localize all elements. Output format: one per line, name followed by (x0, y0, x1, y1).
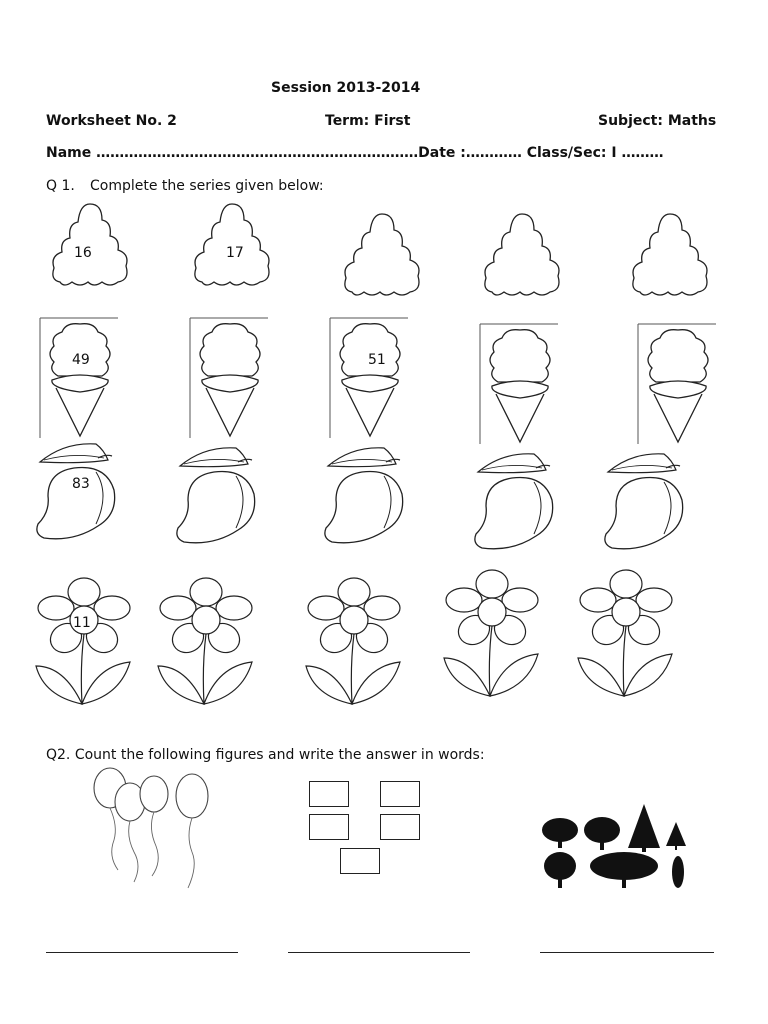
balloon-icon (176, 774, 208, 818)
tree-icon (544, 852, 576, 888)
q1-instruction: Complete the series given below: (90, 178, 324, 194)
flower-number: 11 (73, 615, 91, 631)
ice-cream-icon (190, 318, 270, 440)
tree-icon (666, 822, 686, 850)
cloud-icon (50, 200, 130, 290)
cloud-icon (342, 210, 422, 300)
answer-line[interactable] (288, 952, 470, 953)
flower-icon (442, 568, 542, 700)
cloud-number: 16 (74, 245, 92, 261)
tree-icon (584, 817, 620, 850)
mango-icon (602, 448, 686, 558)
tree-icon (590, 852, 658, 888)
count-rectangle (380, 814, 420, 840)
flower-icon (34, 576, 134, 708)
ice-cream-icon (480, 324, 560, 446)
worksheet-number: Worksheet No. 2 (46, 113, 177, 129)
mango-icon (34, 438, 118, 548)
q1-label: Q 1. (46, 178, 75, 194)
ice-cream-icon (638, 324, 718, 446)
answer-line[interactable] (540, 952, 714, 953)
count-rectangle (340, 848, 380, 874)
tree-icon (542, 818, 578, 848)
flower-icon (304, 576, 404, 708)
q2-prompt: Q2. Count the following figures and write the answer in words: (46, 747, 485, 763)
tree-icon (672, 856, 684, 888)
flower-icon (156, 576, 256, 708)
ice-cream-icon (40, 318, 120, 440)
count-rectangle (380, 781, 420, 807)
count-rectangle (309, 814, 349, 840)
subject-label: Subject: Maths (598, 113, 717, 129)
ice-cream-number: 49 (72, 352, 90, 368)
term-label: Term: First (325, 113, 411, 129)
name-date-class-line: Name ……………………………………………………………Date :………… Class/Sec: I ……… (46, 145, 664, 161)
ice-cream-number: 51 (368, 352, 386, 368)
cloud-number: 17 (226, 245, 244, 261)
mango-icon (472, 448, 556, 558)
flower-icon (576, 568, 676, 700)
ice-cream-icon (330, 318, 410, 440)
mango-number: 83 (72, 476, 90, 492)
cloud-icon (482, 210, 562, 300)
session-title: Session 2013-2014 (271, 80, 421, 96)
count-rectangle (309, 781, 349, 807)
cloud-icon (192, 200, 272, 290)
cloud-icon (630, 210, 710, 300)
answer-line[interactable] (46, 952, 238, 953)
mango-icon (322, 442, 406, 552)
tree-icon (628, 804, 660, 852)
mango-icon (174, 442, 258, 552)
balloon-icon (140, 776, 168, 812)
balloons-group (88, 766, 218, 894)
trees-group (540, 802, 692, 892)
